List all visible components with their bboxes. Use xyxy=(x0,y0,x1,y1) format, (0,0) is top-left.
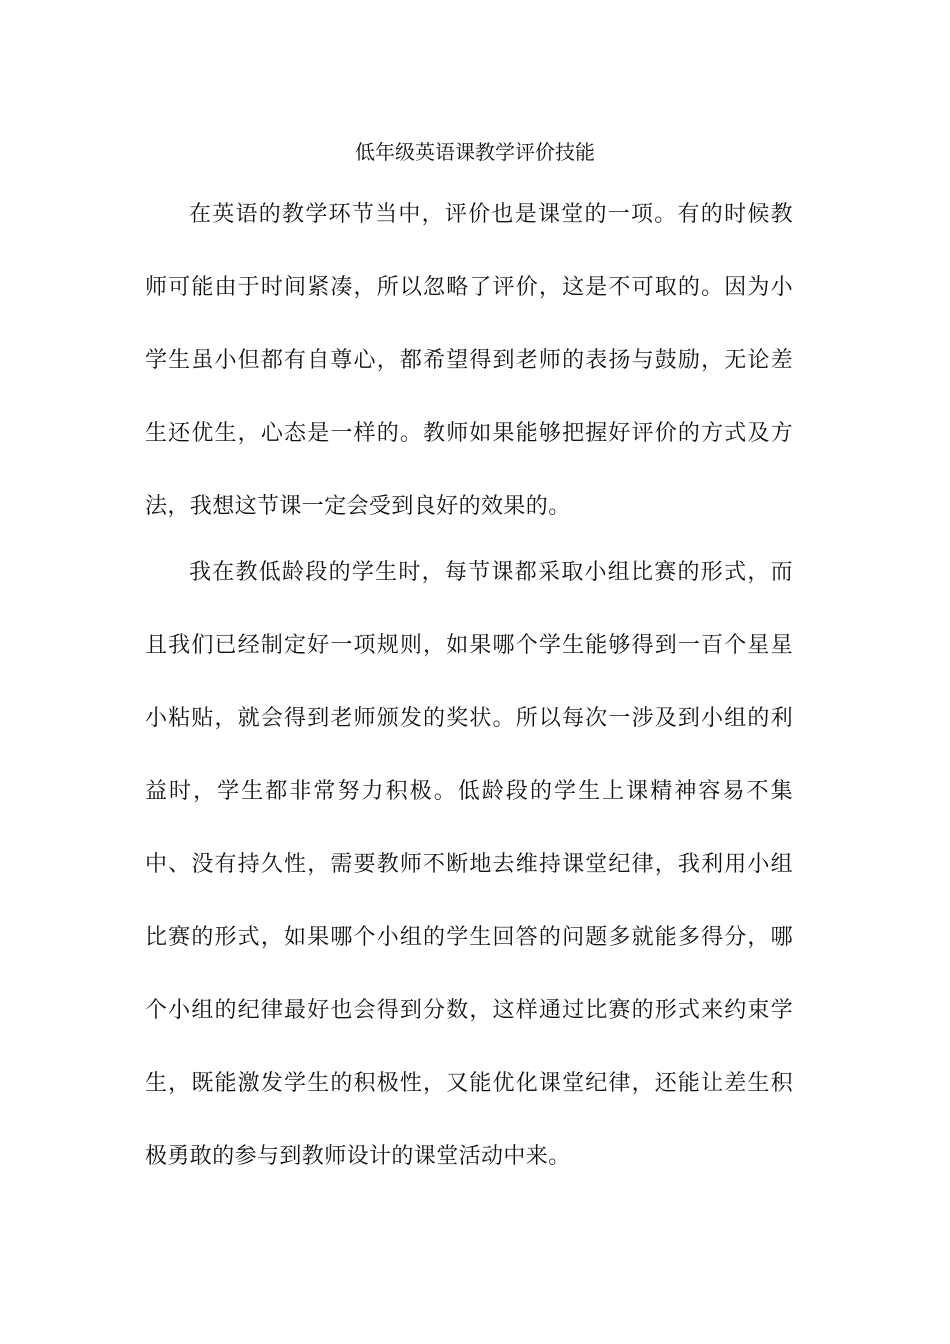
paragraph-evaluation-importance: 在英语的教学环节当中，评价也是课堂的一项。有的时候教师可能由于时间紧凑，所以忽略了评价，这是不可取的。因为小学生虽小但都有自尊心，都希望得到老师的表扬与鼓励，无论差生还优生，心态是一样的。教师如果能够把握好评价的方式及方法，我想这节课一定会受到良好的效果的。 xyxy=(145,202,793,519)
paragraph-group-competition: 我在教低龄段的学生时，每节课都采取小组比赛的形式，而且我们已经制定好一项规则，如果哪个学生能够得到一百个星星小粘贴，就会得到老师颁发的奖状。所以每次一涉及到小组的利益时，学生都非常努力积极。低龄段的学生上课精神容易不集中、没有持久性，需要教师不断地去维持课堂纪律，我利用小组比赛的形式，如果哪个小组的学生回答的问题多就能多得分，哪个小组的纪律最好也会得到分数，这样通过比赛的形式来约束学生，既能激发学生的积极性，又能优化课堂纪律，还能让差生积极勇敢的参与到教师设计的课堂活动中来。 xyxy=(145,560,793,1169)
document-title: 低年级英语课教学评价技能 xyxy=(355,140,595,164)
